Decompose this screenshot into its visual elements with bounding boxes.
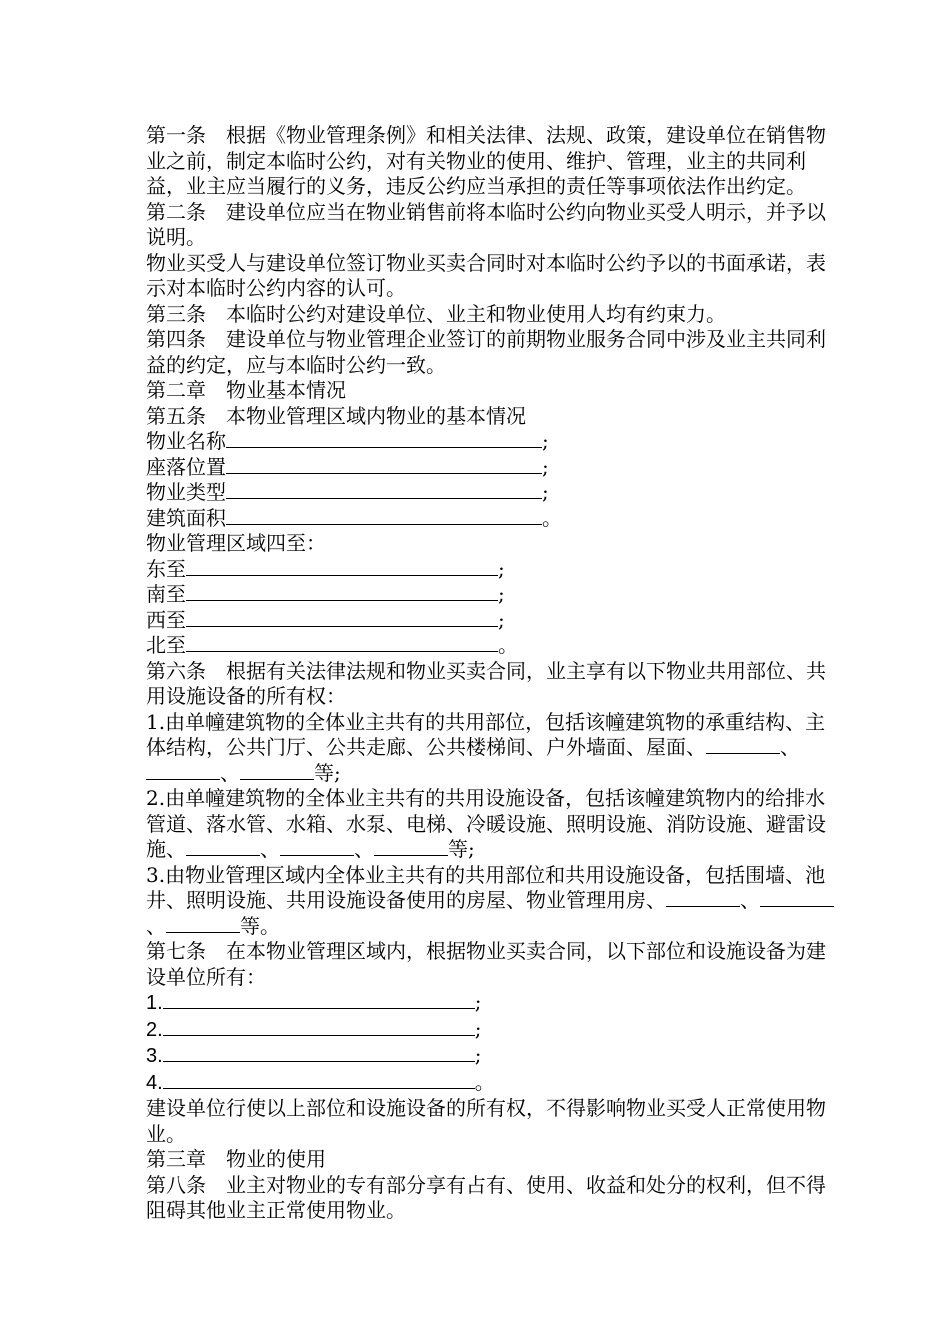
punct: ; [498,607,505,632]
blank-line [374,838,448,856]
boundary-east [146,557,836,583]
field-location [146,455,836,481]
item-text: 3.由物业管理区域内全体业主共有的共用部位和共用设施设备，包括围墙、池井、照明设施、共用设施设备使用的房屋、物业管理用房、 [146,862,826,912]
chapter-3-heading: 第三章 物业的使用 [146,1147,326,1171]
article-2-paragraph: 物业买受人与建设单位签订物业买卖合同时对本临时公约予以的书面承诺，表示对本临时公约内容的认可。 [146,250,826,300]
article-8: 第八条 业主对物业的专有部分享有占有、使用、收益和处分的权利，但不得阻碍其他业主正常使用物业。 [146,1172,826,1222]
blank-line [226,456,542,474]
blank-line [186,634,498,652]
item-number: 3. [146,1045,163,1067]
field-label: 南至 [146,582,186,606]
punct: ; [474,1043,482,1067]
field-property-type [146,480,836,506]
field-property-name [146,429,836,455]
blank-line [706,736,780,754]
blank-line [226,507,542,525]
article-7-item-4 [146,1070,836,1097]
blank-line [163,991,475,1009]
document-body [146,123,836,1224]
field-floor-area [146,506,836,532]
article-7-paragraph: 建设单位行使以上部位和设施设备的所有权，不得影响物业买受人正常使用物业。 [146,1096,826,1146]
punct: 、 [740,888,760,912]
blank-line [163,1071,475,1089]
field-label: 座落位置 [146,454,226,479]
punct: ; [498,556,505,581]
punct: ; [474,1016,482,1041]
boundary-north [146,633,836,659]
boundary-west [146,608,836,634]
article-5: 第五条 本物业管理区域内物业的基本情况 [146,403,526,428]
blank-line [226,430,542,448]
blank-line [186,609,498,627]
article-7: 第七条 在本物业管理区域内，根据物业买卖合同，以下部位和设施设备为建设单位所有： [146,939,826,989]
article-3: 第三条 本临时公约对建设单位、业主和物业使用人均有约束力。 [146,301,726,326]
article-6: 第六条 根据有关法律法规和物业买卖合同，业主享有以下物业共用部位、共用设施设备的所有权： [146,658,826,708]
punct: ; [474,990,482,1014]
field-label: 建筑面积 [146,505,226,530]
article-2: 第二条 建设单位应当在物业销售前将本临时公约向物业买受人明示，并予以说明。 [146,199,826,249]
article-1: 第一条 根据《物业管理条例》和相关法律、法规、政策，建设单位在销售物业之前，制定本临时公约，对有关物业的使用、维护、管理，业主的共同利益，业主应当履行的义务，违反公约应当承担的责任等事项依法作出约定。 [146,123,826,198]
blank-line [146,762,220,780]
punct: 。 [542,505,562,530]
boundaries-heading: 物业管理区域四至： [146,531,326,555]
blank-line [226,481,542,499]
boundary-south [146,582,836,608]
item-number: 1. [146,992,163,1014]
field-label: 北至 [146,633,186,657]
punct: 等。 [240,913,280,938]
field-label: 物业类型 [146,480,226,504]
punct: 、 [260,837,280,861]
blank-line [186,558,498,576]
blank-line [166,915,240,933]
chapter-2-heading: 第二章 物业基本情况 [146,378,346,402]
item-text: 2.由单幢建筑物的全体业主共有的共用设施设备，包括该幢建筑物内的给排水管道、落水管、水箱、水泵、电梯、冷暖设施、照明设施、消防设施、避雷设施、 [146,786,826,861]
punct: 。 [498,633,518,657]
article-6-item-1 [146,710,836,787]
blank-line [666,889,740,907]
blank-line [163,1018,475,1036]
field-label: 西至 [146,607,186,632]
punct: 、 [146,913,166,938]
punct: 。 [474,1069,495,1094]
article-7-item-3 [146,1043,836,1070]
item-number: 2. [146,1018,163,1041]
field-label: 物业名称 [146,429,226,453]
punct: ; [498,582,505,606]
article-7-item-1 [146,990,836,1017]
punct: 、 [220,760,240,785]
punct: ; [542,429,549,453]
item-number: 4. [146,1071,163,1094]
blank-line [163,1044,475,1062]
blank-line [240,762,314,780]
punct: 、 [354,837,374,861]
punct: 、 [780,735,800,759]
punct: ; [542,480,549,504]
item-text: 1.由单幢建筑物的全体业主共有的共用部位，包括该幢建筑物的承重结构、主体结构，公共门厅、公共走廊、公共楼梯间、户外墙面、屋面、 [146,709,826,759]
field-label: 东至 [146,556,186,581]
blank-line [186,838,260,856]
article-6-item-2 [146,786,836,863]
blank-line [760,889,834,907]
article-7-item-2 [146,1017,836,1044]
article-6-item-3 [146,863,836,940]
punct: 等; [314,760,341,785]
blank-line [186,583,498,601]
article-4: 第四条 建设单位与物业管理企业签订的前期物业服务合同中涉及业主共同利益的约定，应与本临时公约一致。 [146,327,826,377]
blank-line [280,838,354,856]
punct: 等; [448,837,475,861]
punct: ; [542,454,549,479]
